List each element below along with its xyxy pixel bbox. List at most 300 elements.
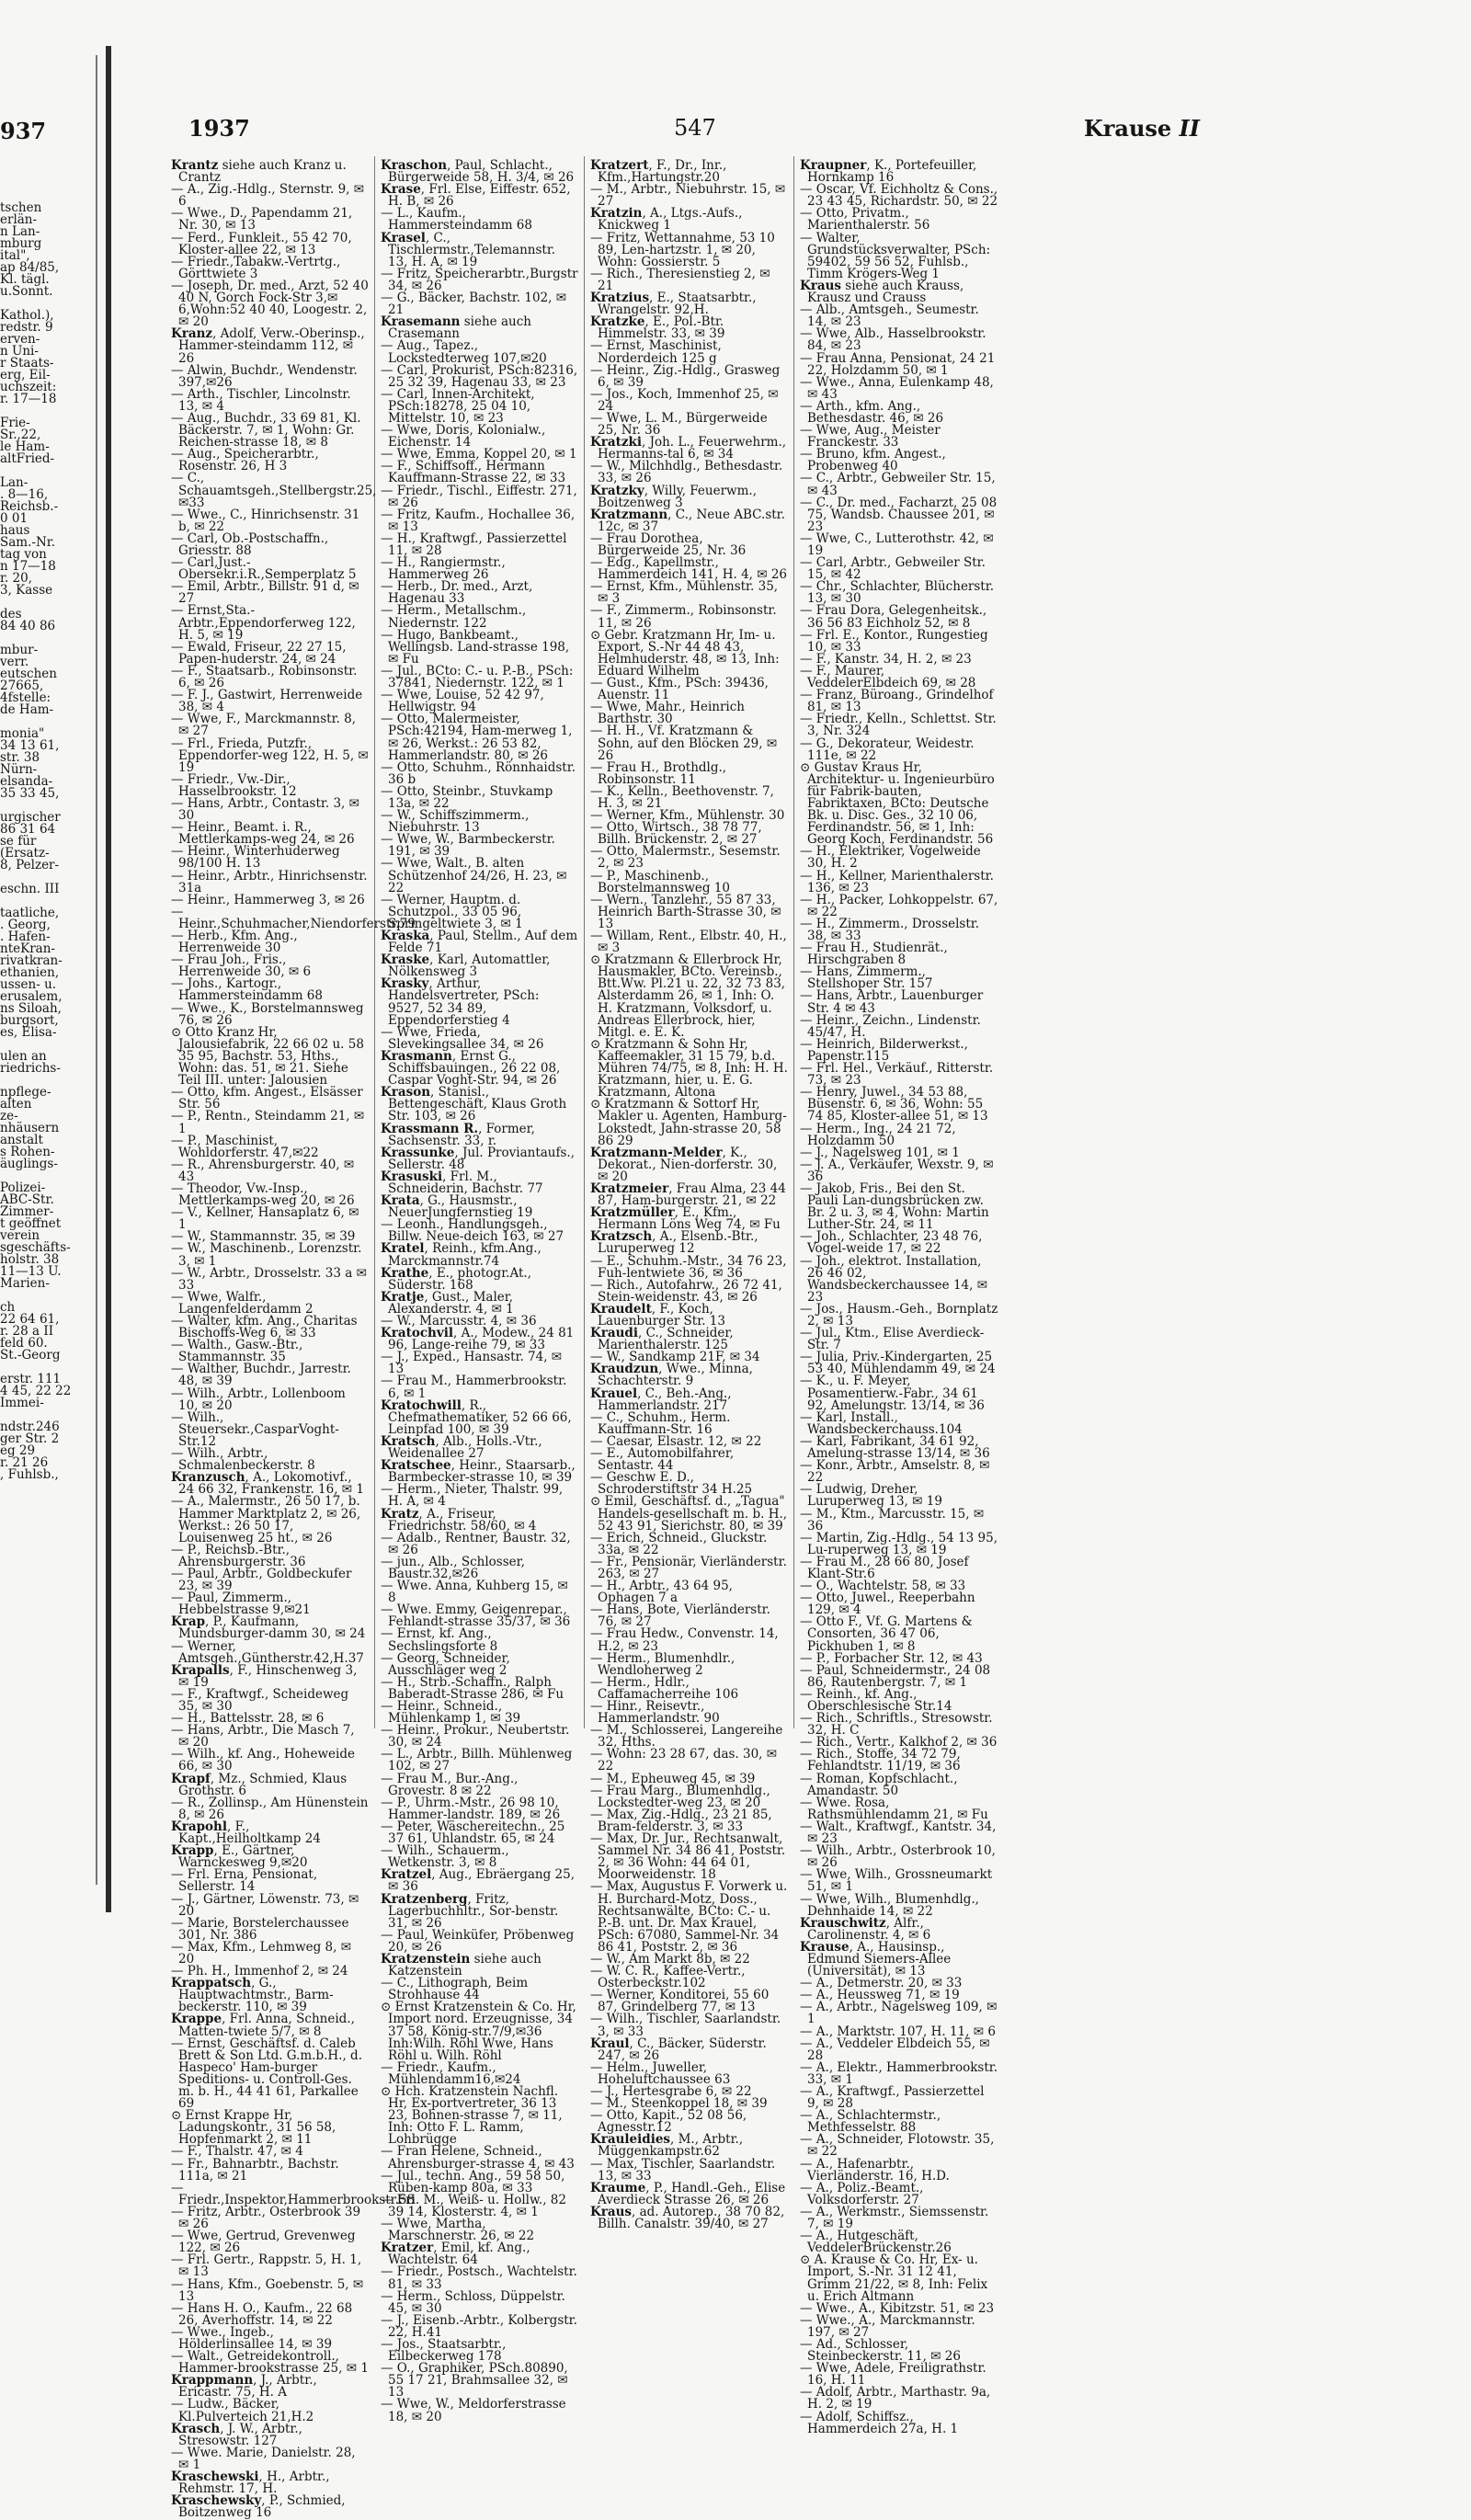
directory-entry: — Franz, Büroang., Grindelhof 81, ✉ 13 (800, 688, 994, 715)
directory-entry: — E., Schuhm.-Mstr., 34 76 23, Fuh-lentwiete 36, ✉ 36 (590, 1253, 787, 1281)
directory-entry: Kratochvil, A., Modew., 24 81 96, Lange-reihe 79, ✉ 33 (381, 1326, 575, 1353)
directory-entry: Krauel, C., Beh.-Ang., Hammerlandstr. 217 (590, 1385, 732, 1413)
directory-entry: — Hinr., Reisevtr., Hammerlandstr. 90 (590, 1699, 720, 1727)
directory-entry: Kratzius, E., Staatsarbtr., Wrangelstr. 92,H. (590, 291, 757, 318)
directory-entry: Krassunke, Jul. Proviantaufs., Sellerstr. 48 (381, 1145, 575, 1172)
directory-entry: — Hans, Arbtr., Contastr. 3, ✉ 30 (171, 795, 359, 824)
directory-entry: — Friedr., Kaufm., Mühlendamm16,✉24 (381, 2059, 521, 2087)
directory-entry: Krappe, Frl. Anna, Schneid., Matten-twiete 5/7, ✉ 8 (171, 2012, 355, 2039)
directory-entry: — Wwe, Louise, 52 42 97, Hellwigstr. 94 (381, 688, 544, 715)
directory-entry: — H., Kellner, Marienthalerstr. 136, ✉ 23 (800, 868, 994, 895)
entry-surname: Kratzky (590, 483, 644, 498)
entry-surname: Kraska (381, 929, 430, 943)
directory-entry: — Friedr.,Inspektor,Hammerbrookstr.58 (171, 2180, 416, 2207)
directory-entry: — Max, Zig.-Hdlg., 23 21 85, Bram-felderstr. 3, ✉ 33 (590, 1807, 772, 1834)
entry-surname: Krappmann (171, 2373, 254, 2389)
directory-entry: — C., Lithograph, Beim Strohhause 44 (381, 1976, 529, 2003)
entry-surname: Krasemann (381, 314, 461, 330)
directory-entry: Kratzmann, C., Neue ABC.str. 12c, ✉ 37 (590, 507, 785, 534)
entry-surname: Kratzsch (590, 1229, 653, 1245)
directory-entry: — F. J., Gastwirt, Herrenweide 38, ✉ 4 (171, 688, 363, 715)
entry-surname: Krantz (171, 158, 219, 173)
entry-surname: Krapohl (171, 1819, 227, 1834)
entry-surname: Kraschon (381, 158, 448, 173)
directory-entry: — A., Veddeler Elbdeich 55, ✉ 28 (800, 2035, 990, 2063)
directory-entry: — Heinr., Winterhuderweg 98/100 H. 13 (171, 844, 340, 872)
directory-entry: — Herb., Kfm. Ang., Herrenweide 30 (171, 929, 298, 956)
directory-entry: — Theodor, Vw.-Insp., Mettlerkamps-weg 20, ✉ 26 (171, 1180, 355, 1209)
directory-entry: — Wwe. Anna, Kuhberg 15, ✉ 8 (381, 1579, 568, 1606)
directory-entry: — Otto, Schuhm., Rönnhaidstr. 36 b (381, 759, 576, 787)
directory-entry: — Wilh., Steuersekr.,CasparVoght-Str.12 (171, 1409, 339, 1449)
directory-entry: ⊙ Kratzmann & Sohn Hr, Kaffeemakler, 31 15 79, b.d. Mühren 74/75, ✉ 8, Inh: H. H. Kratzmann, hier, u. E. G. Kratzmann, Altona (590, 1036, 788, 1100)
directory-entry: — Oscar, Vf. Eichholtz & Cons., 23 43 45, Richardstr. 50, ✉ 22 (800, 182, 998, 210)
directory-entry: — M., Epheuweg 45, ✉ 39 (590, 1771, 756, 1786)
entry-surname: Kraschewsky (171, 2493, 262, 2509)
directory-entry: — A., Schlachtermstr., Methfesselstr. 88 (800, 2108, 941, 2136)
directory-entry: — Wwe, Frieda, Slevekingsallee 34, ✉ 26 (381, 1024, 544, 1052)
directory-entry: Kraume, P., Handl.-Geh., Elise Averdieck Strasse 26, ✉ 26 (590, 2180, 786, 2207)
directory-entry: — Herm., Ing., 24 21 72, Holzdamm 50 (800, 1121, 956, 1148)
entry-surname: Kraschewski (171, 2469, 259, 2484)
entry-surname: Kratzel (381, 1867, 432, 1883)
directory-entry: — P., Rentn., Steindamm 21, ✉ 1 (171, 1109, 365, 1136)
directory-entry: — Erich, Schneid., Gluckstr. 33a, ✉ 22 (590, 1530, 768, 1557)
directory-entry: — Herb., Dr. med., Arzt, Hagenau 33 (381, 579, 533, 607)
directory-entry: — W., Sandkamp 21F, ✉ 34 (590, 1350, 760, 1365)
entry-surname: Krauleidies (590, 2132, 671, 2148)
directory-entry: — H. H., Vf. Kratzmann & Sohn, auf den Blöcken 29, ✉ 26 (590, 724, 778, 763)
directory-entry: — Frl. E., Kontor., Rungestieg 10, ✉ 33 (800, 627, 988, 655)
directory-entry: — Wwe, W., Meldorferstrasse 18, ✉ 20 (381, 2397, 566, 2424)
directory-entry: — A., Marktstr. 107, H. 11, ✉ 6 (800, 2024, 996, 2039)
directory-entry: Krase, Frl. Else, Eiffestr. 652, H. B, ✉ 26 (381, 182, 571, 210)
directory-entry: — K., u. F. Meyer, Posamentierw.-Fabr., 34 61 92, Amelungstr. 13/14, ✉ 36 (800, 1374, 985, 1413)
directory-entry: — H., Packer, Lohkoppelstr. 67, ✉ 22 (800, 892, 998, 919)
directory-entry: Kratschee, Heinr., Staarsarb., Barmbecker-strasse 10, ✉ 39 (381, 1458, 576, 1486)
directory-entry: — Otto, Steinbr., Stuvkamp 13a, ✉ 22 (381, 783, 553, 811)
book-gutter (106, 46, 111, 1912)
directory-entry: — H., Elektriker, Vogelweide 30, H. 2 (800, 844, 981, 872)
directory-entry: — C., Schauamtsgeh.,Stellbergstr.25,✉33 (171, 471, 377, 510)
directory-entry: — Herm., Nieter, Thalstr. 99, H. A, ✉ 4 (381, 1482, 564, 1510)
entry-surname: Krata (381, 1193, 420, 1209)
directory-entry: — Adalb., Rentner, Baustr. 32, ✉ 26 (381, 1530, 571, 1557)
directory-entry: Kratje, Gust., Maler, Alexanderstr. 4, ✉ 1 (381, 1289, 514, 1317)
entry-surname: Krause (800, 1939, 850, 1955)
directory-entry: Kraschon, Paul, Schlacht., Bürgerweide 58, H. 3/4, ✉ 26 (381, 158, 575, 186)
directory-entry: — H., Kraftwgf., Passierzettel 11, ✉ 28 (381, 530, 567, 558)
directory-entry: — M., Ktm., Marcusstr. 15, ✉ 36 (800, 1506, 985, 1534)
directory-entry: — Frl. Gertr., Rappstr. 5, H. 1, ✉ 13 (171, 2252, 362, 2280)
directory-entry: — C., Arbtr., Gebweiler Str. 15, ✉ 43 (800, 471, 996, 498)
directory-entry: — Herm., Hdlr., Caffamacherreihe 106 (590, 1674, 739, 1702)
directory-entry: — Wwe, Aug., Meister Franckestr. 33 (800, 423, 941, 450)
directory-entry: — F., Thalstr. 47, ✉ 4 (171, 2144, 303, 2160)
entry-columns (165, 156, 1214, 2520)
directory-entry: — Jos., Hausm.-Geh., Bornplatz 2, ✉ 13 (800, 1301, 998, 1328)
directory-entry: — Wwe, L. M., Bürgerweide 25, Nr. 36 (590, 410, 768, 439)
directory-entry: — Frl. Hel., Verkäuf., Ritterstr. 73, ✉ 23 (800, 1061, 994, 1089)
directory-entry: — P., Maschinenb., Borstelmannsweg 10 (590, 868, 730, 895)
entry-surname: Kratzmüller (590, 1205, 675, 1221)
directory-entry: — Ludwig, Dreher, Luruperweg 13, ✉ 19 (800, 1482, 942, 1510)
directory-entry: — A., Arbtr., Nagelsweg 109, ✉ 1 (800, 2000, 998, 2027)
directory-entry: — O., Graphiker, PSch.80890, 55 17 21, Brahmsallee 32, ✉ 13 (381, 2361, 568, 2400)
directory-entry: — P., Uhrm.-Mstr., 26 98 10, Hammer-landstr. 189, ✉ 26 (381, 1795, 561, 1822)
directory-entry: — Edg., Kapellmstr., Hammerdeich 141, H. 4, ✉ 26 (590, 555, 788, 583)
entry-surname: Kratzenstein (381, 1951, 471, 1967)
directory-entry: — Adolf, Schiffsz., Hammerdeich 27a, H. 1 (800, 2409, 959, 2436)
directory-entry: — Wern., Tanzlehr., 55 87 33, Heinrich Barth-Strasse 30, ✉ 13 (590, 892, 781, 931)
directory-entry: — Wwe, Wilh., Grossneumarkt 51, ✉ 1 (800, 1867, 993, 1895)
directory-entry: Kratzin, A., Ltgs.-Aufs., Knickweg 1 (590, 206, 743, 234)
directory-entry: — Gust., Kfm., PSch: 39436, Auenstr. 11 (590, 676, 769, 703)
directory-entry: Kranz, Adolf, Verw.-Oberinsp., Hammer-steindamm 112, ✉ 26 (171, 326, 365, 366)
directory-entry: — Otto, Juwel., Reeperbahn 129, ✉ 4 (800, 1591, 975, 1618)
entry-surname: Kratje (381, 1289, 425, 1305)
directory-entry: — Wwe, Mahr., Heinrich Barthstr. 30 (590, 700, 746, 727)
directory-entry: — Hans, Bote, Vierländerstr. 76, ✉ 27 (590, 1602, 770, 1630)
directory-entry: Krappmann, J., Arbtr., Ericastr. 75, H. A (171, 2373, 317, 2400)
directory-entry: ⊙ Kratzmann & Ellerbrock Hr, Hausmakler, BCto. Vereinsb., Btt.Ww. Pl.21 u. 22, 32 73 83, Alsterdamm 26, ✉ 1, Inh: O. H. Kratzmann, Volksdorf, u. Andreas Ellerbrock, hier, Mitgl. e. E. K. (590, 952, 786, 1040)
entry-surname: Kratzke (590, 314, 645, 330)
entry-surname: Krauel (590, 1385, 638, 1401)
directory-entry: — W. C. R., Kaffee-Vertr., Osterbeckstr.102 (590, 1964, 746, 1991)
directory-entry: — Wwe, Doris, Kolonialw., Eichenstr. 14 (381, 423, 546, 450)
directory-entry: Kratzenberg, Fritz, Lagerbuchhltr., Sor-benstr. 31, ✉ 26 (381, 1891, 559, 1931)
directory-entry: — Wwe., Anna, Eulenkamp 48, ✉ 43 (800, 374, 994, 402)
directory-entry: — M., Schlosserei, Langereihe 32, Hths. (590, 1723, 783, 1750)
directory-entry: — Aug., Tapez., Lockstedterweg 107,✉20 (381, 338, 547, 366)
directory-entry: — A., Malermstr., 26 50 17, b. Hammer Marktplatz 2, ✉ 26, Werkst.: 26 50 17, Louisenweg 25 ht., ✉ 26 (171, 1494, 361, 1545)
directory-entry: — J. A., Verkäufer, Wexstr. 9, ✉ 36 (800, 1157, 994, 1184)
directory-entry: Krathe, E., photogr.At., Süderstr. 168 (381, 1265, 531, 1293)
directory-entry: Krapohl, F., Kapt.,Heilholtkamp 24 (171, 1819, 321, 1847)
directory-entry: — Frau M., Bur.-Ang., Grovestr. 8 ✉ 22 (381, 1771, 519, 1798)
directory-entry: — H., Zimmerm., Drosselstr. 38, ✉ 33 (800, 916, 980, 943)
directory-entry: — Rich., Vertr., Kalkhof 2, ✉ 36 (800, 1735, 998, 1750)
directory-entry: ⊙ Otto Kranz Hr, Jalousiefabrik, 22 66 02 u. 58 35 95, Bachstr. 53, Hths., Wohn: das. 51, ✉ 21. Siehe Teil III. unter: Jalousien (171, 1024, 364, 1089)
directory-entry: Krantz siehe auch Kranz u. Crantz (171, 158, 347, 186)
directory-entry: — Fritz, Kaufm., Hochallee 36, ✉ 13 (381, 507, 576, 534)
directory-entry: — Willam, Rent., Elbstr. 40, H., ✉ 3 (590, 929, 787, 956)
header-year: 1937 (188, 115, 250, 142)
entry-surname: Kratzmann (590, 507, 668, 522)
directory-entry: — R., Ahrensburgerstr. 40, ✉ 43 (171, 1157, 355, 1184)
directory-entry: — W., Marcusstr. 4, ✉ 36 (381, 1314, 537, 1328)
directory-entry: — Wwe. Emmy, Geigenrepar., Fehlandt-strasse 35/37, ✉ 36 (381, 1602, 571, 1630)
directory-entry: — Wwe., D., Papendamm 21, Nr. 30, ✉ 13 (171, 206, 353, 234)
directory-entry: — Martin, Zig.-Hdlg., 54 13 95, Lu-ruperweg 13, ✉ 19 (800, 1530, 998, 1557)
directory-entry: — H., Arbtr., 43 64 95, Ophagen 7 a (590, 1579, 733, 1606)
directory-entry: — W., Maschinenb., Lorenzstr. 3, ✉ 1 (171, 1241, 362, 1269)
directory-entry: — Julia, Priv.-Kindergarten, 25 53 40, Mühlendamm 49, ✉ 24 (800, 1350, 996, 1377)
directory-entry: Krauschwitz, Alfr., Carolinenstr. 4, ✉ 6 (800, 1915, 931, 1943)
directory-entry: — Otto, Malermeister, PSch:42194, Ham-merweg 1, ✉ 26, Werkst.: 26 53 82, Hammerlandstr. 80, ✉ 26 (381, 712, 573, 763)
directory-entry: — Walth., Gasw.-Btr., Stammannstr. 35 (171, 1338, 303, 1365)
previous-page-year: 937 (0, 118, 47, 144)
directory-entry: Kraschewsky, P., Schmied, Boitzenweg 16 (171, 2493, 346, 2520)
directory-entry: — Wwe. Rosa, Rathsmühlendamm 21, ✉ Fu (800, 1795, 988, 1822)
directory-entry: — Wilh., Arbtr., Schmalenbeckerstr. 8 (171, 1446, 315, 1474)
directory-entry: Kratzenstein siehe auch Katzenstein (381, 1951, 542, 1979)
directory-entry: Kratsch, Alb., Holls.-Vtr., Weidenallee 27 (381, 1433, 542, 1462)
directory-entry: Kratzke, E., Pol.-Btr. Himmelstr. 33, ✉ 39 (590, 314, 725, 342)
directory-entry: Kraschewski, H., Arbtr., Rehmstr. 17, H. (171, 2469, 330, 2497)
directory-entry: — Hans, Zimmerm., Stellshoper Str. 157 (800, 964, 933, 992)
entry-surname: Kranz (171, 326, 213, 342)
directory-entry: — Jul., techn. Ang., 59 58 50, Rüben-kamp 80a, ✉ 33 (381, 2168, 565, 2195)
directory-entry: Krause, A., Hausinsp., Edmund Siemers-Allee (Universität), ✉ 13 (800, 1939, 952, 1979)
directory-entry: — K., Kelln., Beethovenstr. 7, H. 3, ✉ 21 (590, 783, 774, 811)
directory-entry: — Herm., Blumenhdlr., Wendloherweg 2 (590, 1650, 736, 1678)
directory-entry: — R., Zollinsp., Am Hünenstein 8, ✉ 26 (171, 1795, 369, 1822)
directory-entry: — Jul., BCto: C.- u. P.-B., PSch: 37841, Niedernstr. 122, ✉ 1 (381, 663, 574, 691)
directory-entry: — P., Forbacher Str. 12, ✉ 43 (800, 1650, 983, 1666)
entry-surname: Kratzert (590, 158, 649, 173)
directory-entry: — Walt., Getreidekontroll., Hammer-brookstrasse 25, ✉ 1 (171, 2349, 369, 2377)
directory-entry: — Fr., Pensionär, Vierländerstr. 263, ✉ 27 (590, 1554, 787, 1581)
directory-entry: — Werner, Amtsgeh.,Güntherstr.42,H.37 (171, 1638, 364, 1666)
directory-entry: — Paul, Arbtr., Goldbeckufer 23, ✉ 39 (171, 1566, 352, 1594)
directory-entry: — Konr., Arbtr., Amselstr. 8, ✉ 22 (800, 1458, 990, 1486)
entry-surname: Kraus (800, 278, 842, 293)
directory-entry: Krata, G., Hausmstr., NeuerJungfernstieg 19 (381, 1193, 533, 1221)
directory-entry: Kratzmeier, Frau Alma, 23 44 87, Ham-burgerstr. 21, ✉ 22 (590, 1180, 786, 1209)
directory-entry: ⊙ Emil, Geschäftsf. d., „Tagua" Handels-gesellschaft m. b. H., 52 43 91, Sierichstr. 80, ✉ 39 (590, 1494, 788, 1534)
directory-entry: — Heinr., Arbtr., Hinrichsenstr. 31a (171, 868, 368, 895)
entry-surname: Kraul (590, 2035, 630, 2051)
directory-entry: — Ernst, Geschäftsf. d. Caleb Brett & Son Ltd. G.m.b.H., d. Haspeco' Ham-burger Speditions- u. Controll-Ges. m. b. H., 44 41 61, Parkallee 69 (171, 2035, 362, 2112)
directory-entry: — G., Bäcker, Bachstr. 102, ✉ 21 (381, 291, 567, 318)
header-name (1084, 115, 1200, 142)
directory-entry: Kraudi, C., Schneider, Marienthalerstr. 125 (590, 1326, 734, 1353)
directory-entry: — Wwe, W., Barmbeckerstr. 191, ✉ 39 (381, 832, 555, 860)
directory-entry: — Werner, Hauptm. d. Schutzpol., 33 05 96, Springeltwiete 3, ✉ 1 (381, 892, 523, 931)
directory-entry: — Peter, Wäschereitechn., 25 37 61, Uhlandstr. 65, ✉ 24 (381, 1819, 565, 1847)
directory-entry: — Wohn: 23 28 67, das. 30, ✉ 22 (590, 1747, 778, 1774)
directory-entry: — Ferd., Funkleit., 55 42 70, Kloster-allee 22, ✉ 13 (171, 230, 352, 257)
entry-surname: Kratsch (381, 1433, 436, 1449)
directory-entry: — M., Arbtr., Niebuhrstr. 15, ✉ 27 (590, 182, 786, 210)
entry-surname: Kratzenberg (381, 1891, 468, 1907)
directory-entry: — Wwe, C., Lutterothstr. 42, ✉ 19 (800, 530, 994, 558)
directory-entry: — A., Elektr., Hammerbrookstr. 33, ✉ 1 (800, 2059, 998, 2087)
directory-entry: — Reinh., kf. Ang., Oberschlesische Str.14 (800, 1686, 952, 1714)
directory-entry: — Heinr., Schneid., Mühlenkamp 1, ✉ 39 (381, 1699, 521, 1727)
entry-surname: Kratzki (590, 435, 642, 450)
directory-entry: — Paul, Schneidermstr., 24 08 86, Rautenbergstr. 7, ✉ 1 (800, 1662, 991, 1690)
entry-surname: Kratochwill (381, 1397, 462, 1413)
page-number: 547 (674, 115, 716, 141)
directory-entry: — jun., Alb., Schlosser, Baustr.32,✉26 (381, 1554, 525, 1581)
directory-entry: Kratzky, Willy, Feuerwm., Boitzenweg 3 (590, 483, 757, 510)
directory-entry: Kranzusch, A., Lokomotivf., 24 66 32, Frankenstr. 16, ✉ 1 (171, 1470, 364, 1498)
directory-entry: — Jos., Staatsarbtr., Eilbeckerweg 178 (381, 2336, 507, 2365)
page-fold-line (96, 55, 97, 1885)
entry-surname: Krason (381, 1085, 431, 1100)
entry-surname: Krappatsch (171, 1976, 252, 1991)
directory-entry: Krasemann siehe auch Crasemann (381, 314, 531, 342)
directory-entry: — Walther, Buchdr., Jarrestr. 48, ✉ 39 (171, 1362, 351, 1389)
directory-entry: — Otto, kfm. Angest., Elsässer Str. 56 (171, 1085, 363, 1112)
directory-entry: — F., Kraftwgf., Scheideweg 35, ✉ 30 (171, 1686, 349, 1714)
entry-surname: Kraus (590, 2204, 633, 2219)
directory-entry: — Ludw., Bäcker, Kl.Pulverteich 21,H.2 (171, 2397, 314, 2424)
directory-entry: — Otto, Privatm., Marienthalerstr. 56 (800, 206, 930, 234)
entry-surname: Kraudelt (590, 1301, 652, 1317)
directory-entry: — Hans H. O., Kaufm., 22 68 26, Averhoffstr. 14, ✉ 22 (171, 2300, 353, 2328)
directory-entry: — Wilh., kf. Ang., Hoheweide 66, ✉ 30 (171, 1747, 355, 1774)
directory-entry: Krapp, E., Gärtner, Warnckesweg 9,✉20 (171, 1843, 308, 1871)
entry-surname: Krathe (381, 1265, 429, 1281)
directory-entry: — F., Zimmerm., Robinsonstr. 11, ✉ 26 (590, 603, 777, 631)
previous-page-edge (0, 46, 108, 1866)
directory-entry: ⊙ Ernst Kratzenstein & Co. Hr, Import nord. Erzeugnisse, 34 37 58, König-str.7/9,✉36 Inh:Wilh. Röhl Wwe, Hans Röhl u. Wilh. Röhl (381, 2000, 576, 2063)
directory-entry: — Otto, Malermstr., Sesemstr. 2, ✉ 23 (590, 844, 781, 872)
directory-entry: — Paul, Weinküfer, Pröbenweg 20, ✉ 26 (381, 1927, 575, 1955)
directory-entry: — Fritz, Arbtr., Osterbrook 39 ✉ 26 (171, 2204, 361, 2232)
directory-entry: — Max, Tischler, Saarlandstr. 13, ✉ 33 (590, 2156, 776, 2184)
directory-entry: — Heinr., Prokur., Neubertstr. 30, ✉ 24 (381, 1723, 570, 1750)
directory-entry: — A., Schneider, Flotowstr. 35, ✉ 22 (800, 2132, 995, 2160)
directory-entry: — Bruno, kfm. Angest., Probenweg 40 (800, 447, 946, 474)
directory-entry: — Ernst, Kfm., Mühlenstr. 35, ✉ 3 (590, 579, 779, 607)
directory-entry: — Frau M., 28 66 80, Josef Klant-Str.6 (800, 1554, 969, 1581)
directory-entry: — Joh., Schlachter, 23 48 76, Vogel-weide 17, ✉ 22 (800, 1229, 983, 1257)
directory-entry: — Ernst, Maschinist, Norderdeich 125 g (590, 338, 722, 366)
directory-entry: — Wilh., Arbtr., Lollenboom 10, ✉ 20 (171, 1385, 346, 1413)
directory-entry: — Heinr., Hammerweg 3, ✉ 26 (171, 892, 365, 907)
directory-entry: Kraudelt, F., Koch, Lauenburger Str. 13 (590, 1301, 725, 1328)
directory-entry: — Herm., Metallschm., Niedernstr. 122 (381, 603, 527, 631)
directory-entry: — Joseph, Dr. med., Arzt, 52 40 40 N, Gorch Fock-Str 3,✉6,Wohn:52 40 40, Loogestr. 2, ✉ 20 (171, 278, 369, 330)
directory-entry: — P., Maschinist, Wohldorferstr. 47,✉22 (171, 1133, 319, 1160)
directory-entry: Kraske, Karl, Automattler, Nölkensweg 3 (381, 952, 551, 980)
entry-surname: Kraupner (800, 158, 867, 173)
entry-surname: Krase (381, 182, 421, 198)
directory-entry: — A., Werkmstr., Siemssenstr. 7, ✉ 19 (800, 2204, 989, 2232)
directory-entry: — Friedr., Vw.-Dir., Hasselbrookstr. 12 (171, 771, 297, 799)
directory-entry: — Herm., Schloss, Düppelstr. 45, ✉ 30 (381, 2288, 565, 2316)
directory-entry: — Carl, Innen-Architekt, PSch:18278, 25 04 10, Mittelstr. 10, ✉ 23 (381, 386, 535, 426)
directory-entry: — Johs., Kartogr., Hammersteindamm 68 (171, 976, 323, 1004)
directory-entry: — P., Reichsb.-Btr., Ahrensburgerstr. 36 (171, 1542, 306, 1569)
directory-entry: — Otto, Kapit., 52 08 56, Agnesstr.12 (590, 2108, 747, 2136)
directory-entry: ⊙ Hch. Kratzenstein Nachfl. Hr, Ex-portvertreter, 36 13 23, Bohnen-strasse 7, ✉ 11, Inh: Otto F. L. Ramm, Lohbrügge (381, 2084, 563, 2148)
directory-entry: ⊙ A. Krause & Co. Hr, Ex- u. Import, S.-Nr. 31 12 41, Grimm 21/22, ✉ 8, Inh: Felix u. Erich Altmann (800, 2252, 988, 2304)
directory-entry: ⊙ Gebr. Kratzmann Hr, Im- u. Export, S.-Nr 44 48 43, Helmhuderstr. 48, ✉ 13, Inh: Eduard Wilhelm (590, 627, 780, 678)
entry-surname: Kraume (590, 2180, 646, 2195)
directory-entry: — Frau H., Brothdlg., Robinsonstr. 11 (590, 759, 727, 787)
directory-entry: Kratzki, Joh. L., Feuerwehrm., Hermanns-tal 6, ✉ 34 (590, 435, 787, 462)
directory-entry: — H., Battelsstr. 28, ✉ 6 (171, 1711, 325, 1727)
directory-entry: — Max, Dr. Jur., Rechtsanwalt, Sammel Nr. 34 86 41, Poststr. 2, ✉ 36 Wohn: 44 64 01, Moorweidenstr. 18 (590, 1831, 786, 1883)
directory-entry: Krasch, J. W., Arbtr., Stresowstr. 127 (171, 2421, 302, 2448)
directory-entry: — A., Hutgeschäft, VeddelerBrückenstr.26 (800, 2229, 952, 2256)
column-3 (585, 156, 794, 2232)
directory-entry: — Friedr., Kelln., Schlettst. Str. 3, Nr. 324 (800, 712, 997, 739)
directory-entry: — F., Staatsarb., Robinsonstr. 6, ✉ 26 (171, 663, 358, 691)
directory-entry: — Emil, Arbtr., Billstr. 91 d, ✉ 27 (171, 579, 359, 607)
directory-entry: — F., Maurer, VeddelerElbdeich 69, ✉ 28 (800, 663, 976, 691)
directory-entry: — E., Automobilfahrer, Sentastr. 44 (590, 1446, 735, 1474)
directory-entry: Krap, P., Kaufmann, Mundsburger-damm 30, ✉ 24 (171, 1614, 366, 1642)
directory-entry: — Karl, Install., Wandsbeckerchauss.104 (800, 1409, 963, 1437)
directory-entry: — Leonh., Handlungsgeh., Billw. Neue-deich 163, ✉ 27 (381, 1217, 564, 1245)
directory-entry: — Frl., Frieda, Putzfr., Eppendorfer-weg 122, H. 5, ✉ 19 (171, 735, 369, 775)
directory-entry: — G., Dekorateur, Weidestr. 111e, ✉ 22 (800, 735, 975, 763)
directory-entry: Kraupner, K., Portefeuiller, Hornkamp 16 (800, 158, 977, 186)
directory-entry: — Jos., Koch, Immenhof 25, ✉ 24 (590, 386, 779, 414)
directory-entry: — Hugo, Bankbeamt., Wellingsb. Land-strasse 198, ✉ Fu (381, 627, 570, 667)
directory-entry: Krasuski, Frl. M., Schneiderin, Bachstr. 77 (381, 1169, 543, 1196)
directory-entry: ⊙ Kratzmann & Sottorf Hr, Makler u. Agenten, Hamburg-Lokstedt, Jahn-strasse 20, 58 86 29 (590, 1097, 787, 1148)
directory-entry: — J., Gärtner, Löwenstr. 73, ✉ 20 (171, 1891, 359, 1919)
directory-entry: Kratzel, Aug., Ebräergang 25, ✉ 36 (381, 1867, 575, 1895)
entry-surname: Kratel (381, 1241, 425, 1257)
directory-entry: — Wwe, Martha, Marschnerstr. 26, ✉ 22 (381, 2217, 535, 2244)
directory-entry: — Wwe, Walfr., Langenfelderdamm 2 (171, 1289, 314, 1317)
entry-surname: Krapalls (171, 1662, 230, 1678)
directory-entry: — Walter, Grundstücksverwalter, PSch: 59402, 59 56 52, Fuhlsb., Timm Krögers-Weg 1 (800, 230, 991, 281)
directory-entry: — Friedr., Postsch., Wachtelstr. 81, ✉ 33 (381, 2264, 577, 2292)
directory-entry: — Hans, Arbtr., Lauenburger Str. 4 ✉ 43 (800, 988, 984, 1016)
directory-entry: — Wwe., A., Marckmannstr. 197, ✉ 27 (800, 2312, 975, 2340)
directory-entry: — Rich., Autofahrw., 26 72 41, Stein-weidenstr. 43, ✉ 26 (590, 1277, 782, 1305)
directory-entry: — Aug., Speicherarbtr., Rosenstr. 26, H 3 (171, 447, 319, 474)
running-header (165, 101, 1214, 142)
directory-entry: — Ad., Schlosser, Steinbeckerstr. 11, ✉ 26 (800, 2336, 961, 2365)
directory-entry: Krason, Stanisl., Bettengeschäft, Klaus Groth Str. 103, ✉ 26 (381, 1085, 567, 1124)
directory-entry: — Wwe, Emma, Koppel 20, ✉ 1 (381, 447, 577, 462)
directory-entry: — Ernst,Sta.-Arbtr.,Eppendorferweg 122, H. 5, ✉ 19 (171, 603, 356, 643)
directory-entry: — Caesar, Elsastr. 12, ✉ 22 (590, 1433, 762, 1449)
directory-entry: — A., Zig.-Hdlg., Sternstr. 9, ✉ 6 (171, 182, 365, 210)
entry-surname: Kratzer (381, 2241, 434, 2256)
entry-surname: Krauschwitz (800, 1915, 886, 1931)
directory-entry: — Alwin, Buchdr., Wendenstr. 397,✉26 (171, 362, 358, 390)
directory-entry: — Jul., Ktm., Elise Averdieck-Str. 7 (800, 1326, 985, 1353)
directory-entry: Krauleidies, M., Arbtr., Müggenkampstr.62 (590, 2132, 744, 2160)
directory-entry: — Adolf, Arbtr., Marthastr. 9a, H. 2, ✉ 19 (800, 2385, 991, 2412)
directory-entry: — H., Rangiermstr., Hammerweg 26 (381, 555, 506, 583)
directory-entry: — Rich., Theresienstieg 2, ✉ 21 (590, 266, 770, 293)
directory-entry: Kratzert, F., Dr., Inr., Kfm.,Hartungstr.20 (590, 158, 727, 186)
directory-entry: — Carl, Prokurist, PSch:82316, 25 32 39, Hagenau 33, ✉ 23 (381, 362, 578, 390)
entry-surname: Krapp (171, 1843, 214, 1859)
directory-entry: Krassmann R., Former, Sachsenstr. 33, r. (381, 1121, 535, 1148)
directory-entry: — Henry, Juwel., 34 53 88, Büsenstr. 6, ✉ 36, Wohn: 55 74 85, Kloster-allee 51, ✉ 13 (800, 1085, 988, 1124)
directory-entry: — F., Kanstr. 34, H. 2, ✉ 23 (800, 651, 972, 667)
directory-entry: — Frau Marg., Blumenhdlg., Lockstedter-weg 23, ✉ 20 (590, 1783, 770, 1810)
directory-entry: — W., Arbtr., Drosselstr. 33 a ✉ 33 (171, 1265, 367, 1293)
header-surname: Krause (1083, 115, 1172, 142)
entry-surname: Krassmann R. (381, 1121, 479, 1136)
directory-entry: Krappatsch, G., Hauptwachtmstr., Barm-beckerstr. 110, ✉ 39 (171, 1976, 334, 2015)
directory-entry: — Wilh., Arbtr., Osterbrook 10, ✉ 26 (800, 1843, 996, 1871)
directory-entry: — Roman, Kopfschlacht., Amandastr. 50 (800, 1771, 958, 1798)
directory-entry: — Walt., Kraftwgf., Kantstr. 34, ✉ 23 (800, 1819, 997, 1847)
directory-entry: — Ewald, Friseur, 22 27 15, Papen-huderstr. 24, ✉ 24 (171, 639, 347, 667)
directory-entry: — Rich., Schriftls., Stresowstr. 32, H. C (800, 1711, 993, 1739)
directory-entry: — Georg, Schneider, Ausschläger weg 2 (381, 1650, 510, 1678)
directory-entry: Kraska, Paul, Stellm., Auf dem Felde 71 (381, 929, 578, 956)
directory-entry: — Walter, kfm. Ang., Charitas Bischoffs-Weg 6, ✉ 33 (171, 1314, 358, 1341)
entry-surname: Kratschee (381, 1458, 451, 1474)
entry-surname: Kratzmann-Melder (590, 1145, 723, 1160)
